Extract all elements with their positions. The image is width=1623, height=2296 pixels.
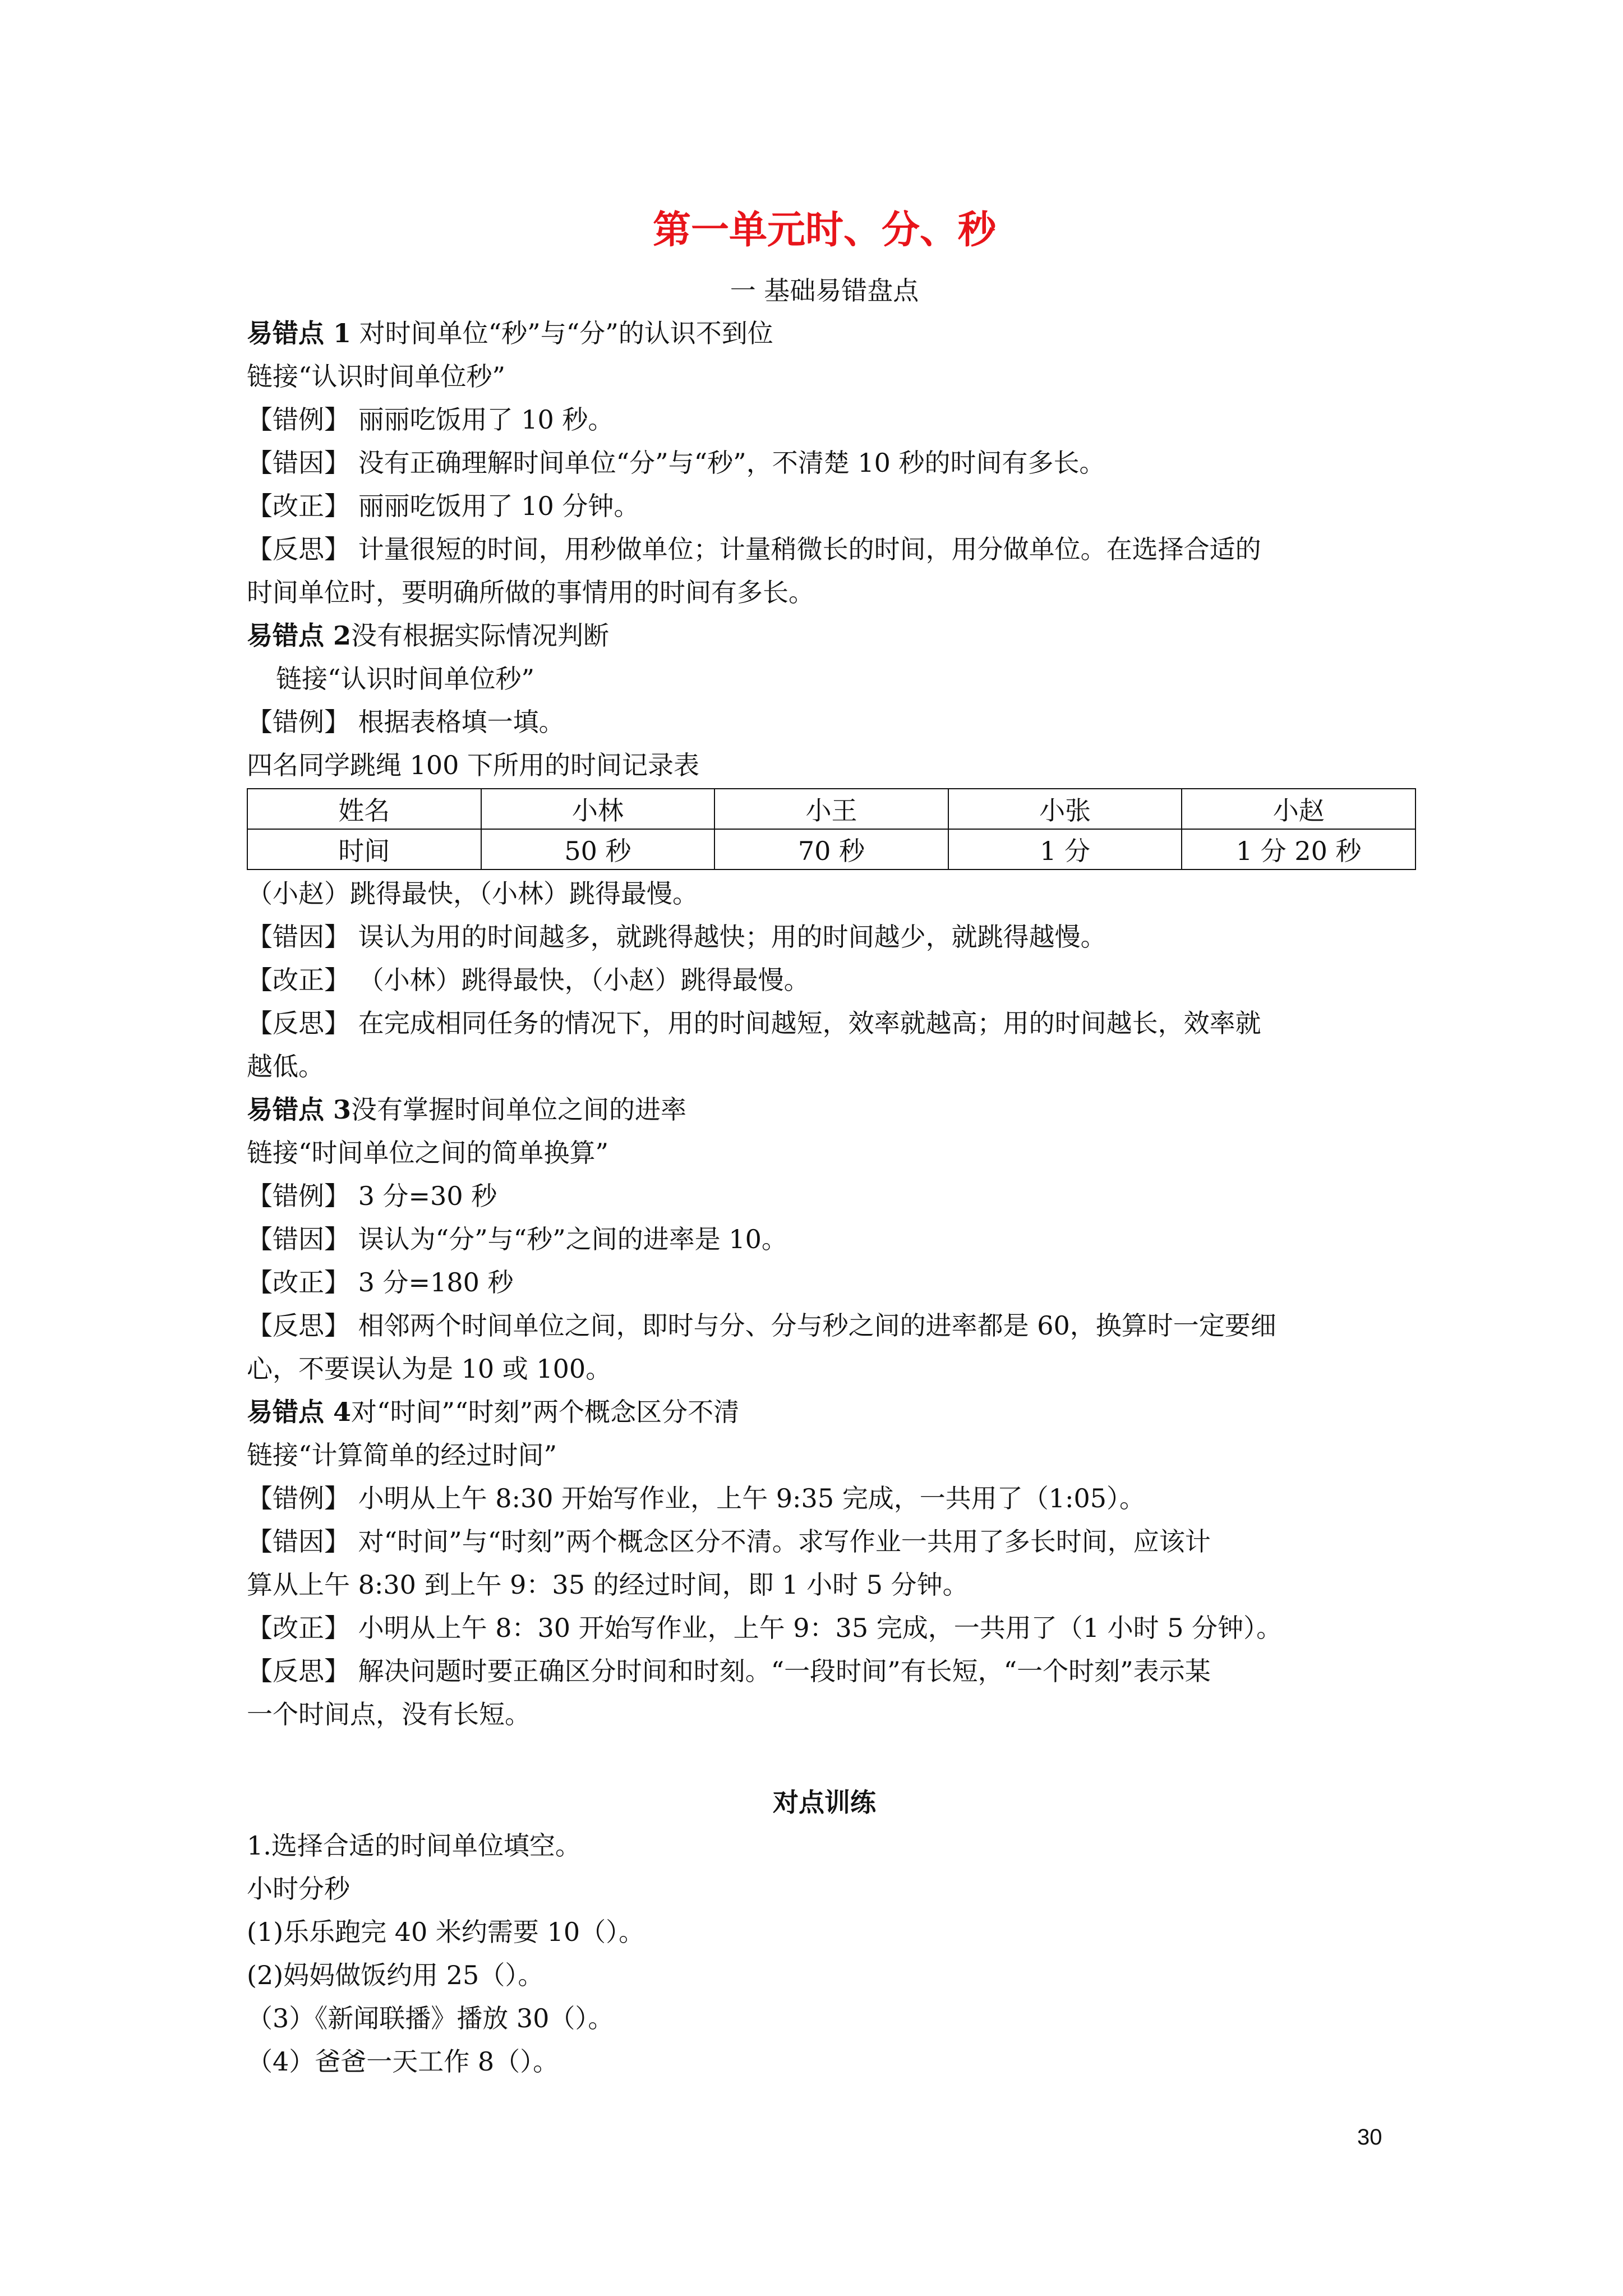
example-line	[247, 701, 1402, 744]
point-heading	[247, 312, 1402, 355]
cause-tag: 【错因】	[247, 1526, 350, 1557]
fix-line	[247, 485, 1402, 528]
point-heading	[247, 1088, 1402, 1131]
reflect-text: 在完成相同任务的情况下，用的时间越短，效率就越高；用的时间越长，效率就	[358, 1008, 1261, 1038]
fill-item: （3）《新闻联播》播放 30（）。	[247, 2003, 614, 2033]
reflect-tag: 【反思】	[247, 1310, 350, 1341]
fix-tag: 【改正】	[247, 965, 350, 995]
point-title: 没有根据实际情况判断	[351, 620, 610, 651]
fix-line	[247, 1607, 1402, 1650]
fix-tag: 【改正】	[247, 1613, 350, 1643]
reflect-text: 相邻两个时间单位之间，即时与分、分与秒之间的进率都是 60，换算时一定要细	[358, 1310, 1276, 1341]
fix-line	[247, 959, 1402, 1002]
table-cell: 50 秒	[481, 829, 715, 869]
fix-tag: 【改正】	[247, 491, 350, 521]
point-label: 易错点 4	[247, 1397, 352, 1427]
cause-tag: 【错因】	[247, 922, 350, 952]
table-cell: 姓名	[247, 789, 481, 829]
table-cell: 小林	[481, 789, 715, 829]
point-heading	[247, 614, 1402, 657]
error-point-4	[247, 1391, 1402, 1736]
error-point-2	[247, 614, 1402, 1088]
table-row	[247, 829, 1415, 869]
cause-line	[247, 915, 1402, 959]
link-line: 链接“计算简单的经过时间”	[247, 1440, 557, 1470]
cause-line-cont: 算从上午 8:30 到上午 9：35 的经过时间，即 1 小时 5 分钟。	[247, 1570, 969, 1600]
fill-item: (2)妈妈做饭约用 25（）。	[247, 1960, 544, 1990]
example-text: 丽丽吃饭用了 10 秒。	[358, 404, 614, 435]
fix-text: （小林）跳得最快，（小赵）跳得最慢。	[358, 965, 810, 995]
fill-item: (1)乐乐跑完 40 米约需要 10（）。	[247, 1917, 645, 1947]
cause-tag: 【错因】	[247, 448, 350, 478]
cause-tag: 【错因】	[247, 1224, 350, 1254]
example-tag: 【错例】	[247, 1483, 350, 1513]
point-title: 对“时间”“时刻”两个概念区分不清	[351, 1397, 740, 1427]
point-label: 易错点 2	[247, 620, 352, 651]
training-heading: 对点训练	[773, 1787, 876, 1818]
example-line	[247, 1175, 1402, 1218]
table-cell: 1 分 20 秒	[1182, 829, 1415, 869]
error-point-3	[247, 1088, 1402, 1391]
cause-text: 误认为用的时间越多，就跳得越快；用的时间越少，就跳得越慢。	[358, 922, 1106, 952]
fill-item: （4）爸爸一天工作 8（）。	[247, 2046, 559, 2077]
table-row	[247, 789, 1415, 829]
reflect-line	[247, 1304, 1402, 1347]
page-content	[247, 202, 1402, 2083]
reflect-line	[247, 1650, 1402, 1693]
cause-text: 对“时间”与“时刻”两个概念区分不清。求写作业一共用了多长时间，应该计	[358, 1526, 1211, 1557]
example-line	[247, 1477, 1402, 1520]
example-line	[247, 398, 1402, 441]
link-line: 链接“时间单位之间的简单换算”	[247, 1138, 609, 1168]
spacer	[247, 1736, 1402, 1781]
fix-text: 3 分=180 秒	[358, 1267, 514, 1297]
reflect-text: 计量很短的时间，用秒做单位；计量稍微长的时间，用分做单位。在选择合适的	[358, 534, 1261, 564]
example-text: 3 分=30 秒	[358, 1181, 497, 1211]
example-tag: 【错例】	[247, 1181, 350, 1211]
reflect-text: 解决问题时要正确区分时间和时刻。“一段时间”有长短，“一个时刻”表示某	[358, 1656, 1211, 1686]
reflect-line	[247, 528, 1402, 571]
table-cell: 小赵	[1182, 789, 1415, 829]
reflect-tag: 【反思】	[247, 1008, 350, 1038]
table-caption: 四名同学跳绳 100 下所用的时间记录表	[247, 750, 700, 780]
reflect-line-cont: 时间单位时，要明确所做的事情用的时间有多长。	[247, 577, 814, 608]
cause-line	[247, 1520, 1402, 1563]
cause-text: 误认为“分”与“秒”之间的进率是 10。	[358, 1224, 787, 1254]
page-number: 30	[1357, 2125, 1382, 2150]
reflect-tag: 【反思】	[247, 1656, 350, 1686]
table-cell: 小张	[948, 789, 1182, 829]
reflect-line-cont: 一个时间点，没有长短。	[247, 1699, 531, 1729]
link-line: 链接“认识时间单位秒”	[247, 361, 506, 392]
reflect-line-cont: 心，不要误认为是 10 或 100。	[247, 1354, 612, 1384]
example-tag: 【错例】	[247, 707, 350, 737]
point-title: 对时间单位“秒”与“分”的认识不到位	[359, 318, 773, 348]
cause-line	[247, 441, 1402, 485]
example-tag: 【错例】	[247, 404, 350, 435]
training-section	[247, 1781, 1402, 2083]
fix-text: 丽丽吃饭用了 10 分钟。	[358, 491, 640, 521]
table-cell: 时间	[247, 829, 481, 869]
answer-line: （小赵）跳得最快，（小林）跳得最慢。	[247, 878, 698, 909]
page-title: 第一单元时、分、秒	[652, 208, 996, 252]
fix-text: 小明从上午 8：30 开始写作业，上午 9：35 完成，一共用了（1 小时 5 分钟）。	[358, 1613, 1283, 1643]
fix-tag: 【改正】	[247, 1267, 350, 1297]
link-line: 链接“认识时间单位秒”	[276, 664, 535, 694]
point-label: 易错点 3	[247, 1094, 352, 1125]
example-text: 根据表格填一填。	[358, 707, 565, 737]
point-heading	[247, 1391, 1402, 1434]
reflect-tag: 【反思】	[247, 534, 350, 564]
cause-text: 没有正确理解时间单位“分”与“秒”，不清楚 10 秒的时间有多长。	[358, 448, 1105, 478]
record-table	[247, 788, 1416, 870]
unit-options: 小时分秒	[247, 1874, 350, 1904]
cause-line	[247, 1218, 1402, 1261]
reflect-line	[247, 1002, 1402, 1045]
question-1: 1.选择合适的时间单位填空。	[247, 1830, 581, 1861]
example-text: 小明从上午 8:30 开始写作业，上午 9:35 完成，一共用了（1:05）。	[358, 1483, 1146, 1513]
reflect-line-cont: 越低。	[247, 1051, 324, 1082]
section-heading: 一 基础易错盘点	[730, 275, 919, 306]
table-cell: 1 分	[948, 829, 1182, 869]
point-title: 没有掌握时间单位之间的进率	[351, 1094, 687, 1125]
table-cell: 小王	[714, 789, 948, 829]
table-cell: 70 秒	[714, 829, 948, 869]
error-point-1	[247, 312, 1402, 614]
point-label: 易错点 1	[247, 318, 352, 348]
fix-line	[247, 1261, 1402, 1304]
